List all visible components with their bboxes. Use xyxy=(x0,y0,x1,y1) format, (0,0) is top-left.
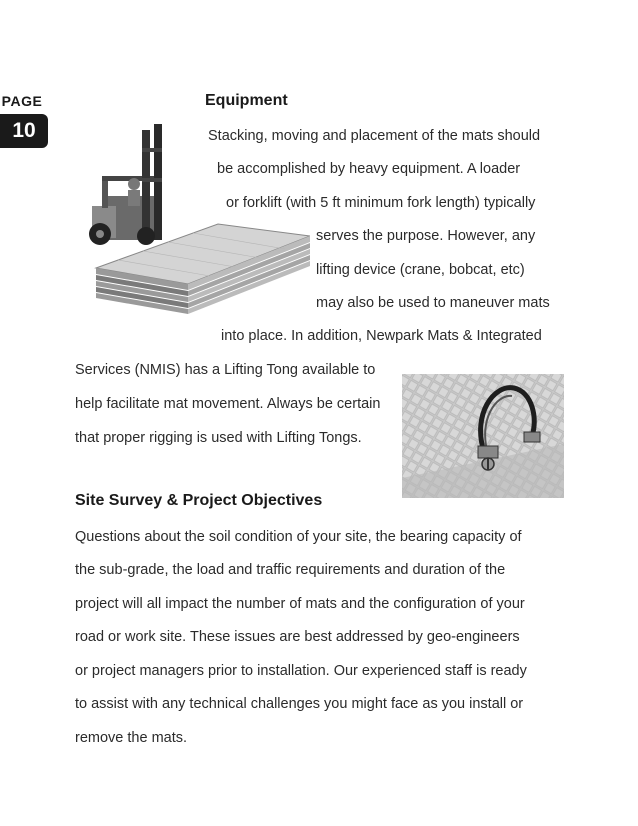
paragraph-line: or project managers prior to installation. Our experienced staff is ready xyxy=(75,663,527,679)
paragraph-line: be accomplished by heavy equipment. A loader xyxy=(217,161,521,177)
paragraph-line: into place. In addition, Newpark Mats & Integrated xyxy=(221,328,542,344)
site-survey-heading: Site Survey & Project Objectives xyxy=(75,492,323,509)
paragraph-line: that proper rigging is used with Lifting Tongs. xyxy=(75,430,362,446)
paragraph-line: remove the mats. xyxy=(75,730,188,746)
paragraph-line: Services (NMIS) has a Lifting Tong available to xyxy=(75,362,376,378)
lifting-tong-photo xyxy=(402,374,564,498)
paragraph-line: project will all impact the number of mats and the configuration of your xyxy=(75,596,525,612)
paragraph-line: the sub-grade, the load and traffic requirements and duration of the xyxy=(75,562,506,578)
paragraph-line: Stacking, moving and placement of the mats should xyxy=(208,128,541,144)
paragraph-line: or forklift (with 5 ft minimum fork length) typically xyxy=(226,195,536,211)
paragraph-line: Questions about the soil condition of your site, the bearing capacity of xyxy=(75,529,522,545)
paragraph-line: serves the purpose. However, any xyxy=(316,228,536,244)
paragraph-line: road or work site. These issues are best addressed by geo-engineers xyxy=(75,629,520,645)
equipment-heading: Equipment xyxy=(205,92,288,109)
paragraph-line: help facilitate mat movement. Always be certain xyxy=(75,396,381,412)
paragraph-line: lifting device (crane, bobcat, etc) xyxy=(316,262,525,278)
paragraph-line: to assist with any technical challenges you might face as you install or xyxy=(75,696,524,712)
forklift-mats-photo xyxy=(88,118,310,318)
page-number: 10 xyxy=(0,114,48,148)
page-label: PAGE xyxy=(1,93,43,109)
paragraph-line: may also be used to maneuver mats xyxy=(316,295,550,311)
